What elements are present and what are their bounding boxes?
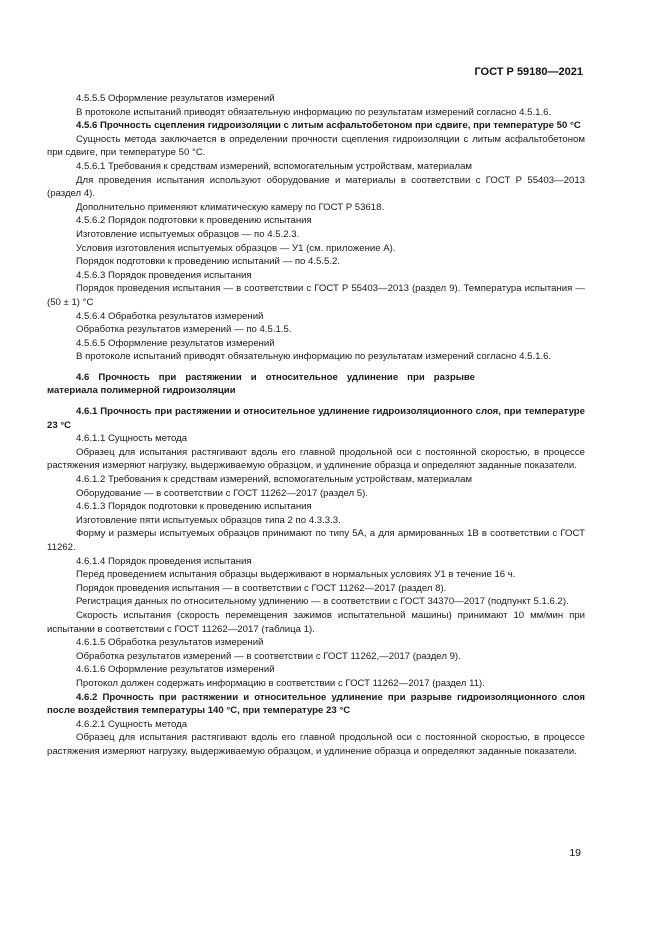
body-paragraph: Оборудование — в соответствии с ГОСТ 11262—2017 (раздел 5). (76, 487, 368, 499)
clause-heading: 4.5.5.5 Оформление результатов измерений (76, 93, 275, 104)
clause-heading: 4.5.6.1 Требования к средствам измерений, вспомогательным устройствам, материалам (76, 160, 473, 172)
body-paragraph: Условия изготовления испытуемых образцов — У1 (см. приложение А). (76, 242, 396, 254)
clause-heading: 4.6.2.1 Сущность метода (76, 718, 188, 730)
body-paragraph: Изготовление пяти испытуемых образцов типа 2 по 4.3.3.3. (76, 514, 341, 526)
page-body (47, 92, 585, 759)
body-paragraph: Порядок проведения испытания — в соответствии с ГОСТ Р 55403—2013 (раздел 9). Температура испытания — (50 ± 1) °С (47, 283, 585, 308)
clause-heading: 4.6.1.1 Сущность метода (76, 433, 188, 445)
page-number: 19 (569, 847, 581, 859)
clause-heading: 4.5.6.4 Обработка результатов измерений (76, 310, 264, 322)
clause-heading: 4.6.1.3 Порядок подготовки к проведению испытания (76, 501, 312, 513)
body-paragraph: Изготовление испытуемых образцов — по 4.5.2.3. (76, 228, 300, 240)
document-header-standard: ГОСТ Р 59180—2021 (474, 66, 583, 78)
body-paragraph: Для проведения испытания используют оборудование и материалы в соответствии с ГОСТ Р 55403—2013 (раздел 4). (47, 174, 585, 200)
body-paragraph: Перед проведением испытания образцы выдерживают в нормальных условиях У1 в течение 16 ч. (76, 569, 516, 581)
body-paragraph: Скорость испытания (скорость перемещения зажимов испытательной машины) принимают 10 мм/мин при испытании в соответствии с ГОСТ 11262—2017 (таблица 1). (47, 609, 585, 635)
section-heading: 4.5.6 Прочность сцепления гидроизоляции с литым асфальтобетоном при сдвиге, при температуре 50 °С (76, 120, 581, 132)
body-paragraph: Обработка результатов измерений — по 4.5.1.5. (76, 324, 292, 336)
clause-heading: 4.6.1.5 Обработка результатов измерений (76, 637, 264, 649)
subsection-heading: 4.6.2 Прочность при растяжении и относительное удлинение при разрыве гидроизоляционного слоя после воздействия температуры 140 °С, при температуре 23 °С (47, 691, 585, 717)
clause-heading: 4.5.6.2 Порядок подготовки к проведению испытания (76, 215, 312, 227)
subsection-heading: 4.6.1 Прочность при растяжении и относительное удлинение гидроизоляционного слоя, при температуре 23 °С (47, 406, 585, 431)
clause-heading: 4.6.1.6 Оформление результатов измерений (76, 664, 275, 676)
body-paragraph: Протокол должен содержать информацию в соответствии с ГОСТ 11262—2017 (раздел 11). (76, 677, 485, 689)
body-paragraph: Форму и размеры испытуемых образцов принимают по типу 5А, а для армированных 1В в соответствии с ГОСТ 11262. (47, 528, 585, 553)
body-paragraph: Сущность метода заключается в определении прочности сцепления гидроизоляции с литым асфальтобетоном при сдвиге, при температуре 50 °С. (47, 133, 585, 159)
body-paragraph: Порядок проведения испытания — в соответствии с ГОСТ 11262—2017 (раздел 8). (76, 582, 447, 594)
body-paragraph: Порядок подготовки к проведению испытаний — по 4.5.5.2. (76, 256, 341, 268)
body-paragraph: Дополнительно применяют климатическую камеру по ГОСТ Р 53618. (76, 201, 385, 213)
body-paragraph: В протоколе испытаний приводят обязательную информацию по результатам измерений согласно 4.5.1.6. (76, 351, 552, 363)
body-paragraph: Регистрация данных по относительному удлинению — в соответствии с ГОСТ 34370—2017 (подпункт 5.1.6.2). (76, 596, 569, 608)
section-heading: 4.6 Прочность при растяжении и относительное удлинение при разрыве материала полимерной гидроизоляции (47, 371, 475, 397)
clause-heading: 4.6.1.4 Порядок проведения испытания (76, 555, 252, 567)
clause-heading: 4.6.1.2 Требования к средствам измерений, вспомогательным устройствам, материалам (76, 474, 473, 486)
clause-heading: 4.5.6.5 Оформление результатов измерений (76, 337, 275, 349)
body-paragraph: Образец для испытания растягивают вдоль его главной продольной оси с постоянной скоростью, в процессе растяжения измеряют нагрузку, выдерживаемую образцом, и удлинение образца и определяют заданные показатели. (47, 446, 585, 472)
clause-heading: 4.5.6.3 Порядок проведения испытания (76, 269, 252, 281)
body-paragraph: Обработка результатов измерений — в соответствии с ГОСТ 11262,—2017 (раздел 9). (76, 650, 461, 662)
body-paragraph: В протоколе испытаний приводят обязательную информацию по результатам измерений согласно 4.5.1.6. (76, 106, 552, 118)
body-paragraph: Образец для испытания растягивают вдоль его главной продольной оси с постоянной скоростью, в процессе растяжения измеряют нагрузку, выдерживаемую образцом, и удлинение образца и определяют заданные показатели. (47, 732, 585, 757)
